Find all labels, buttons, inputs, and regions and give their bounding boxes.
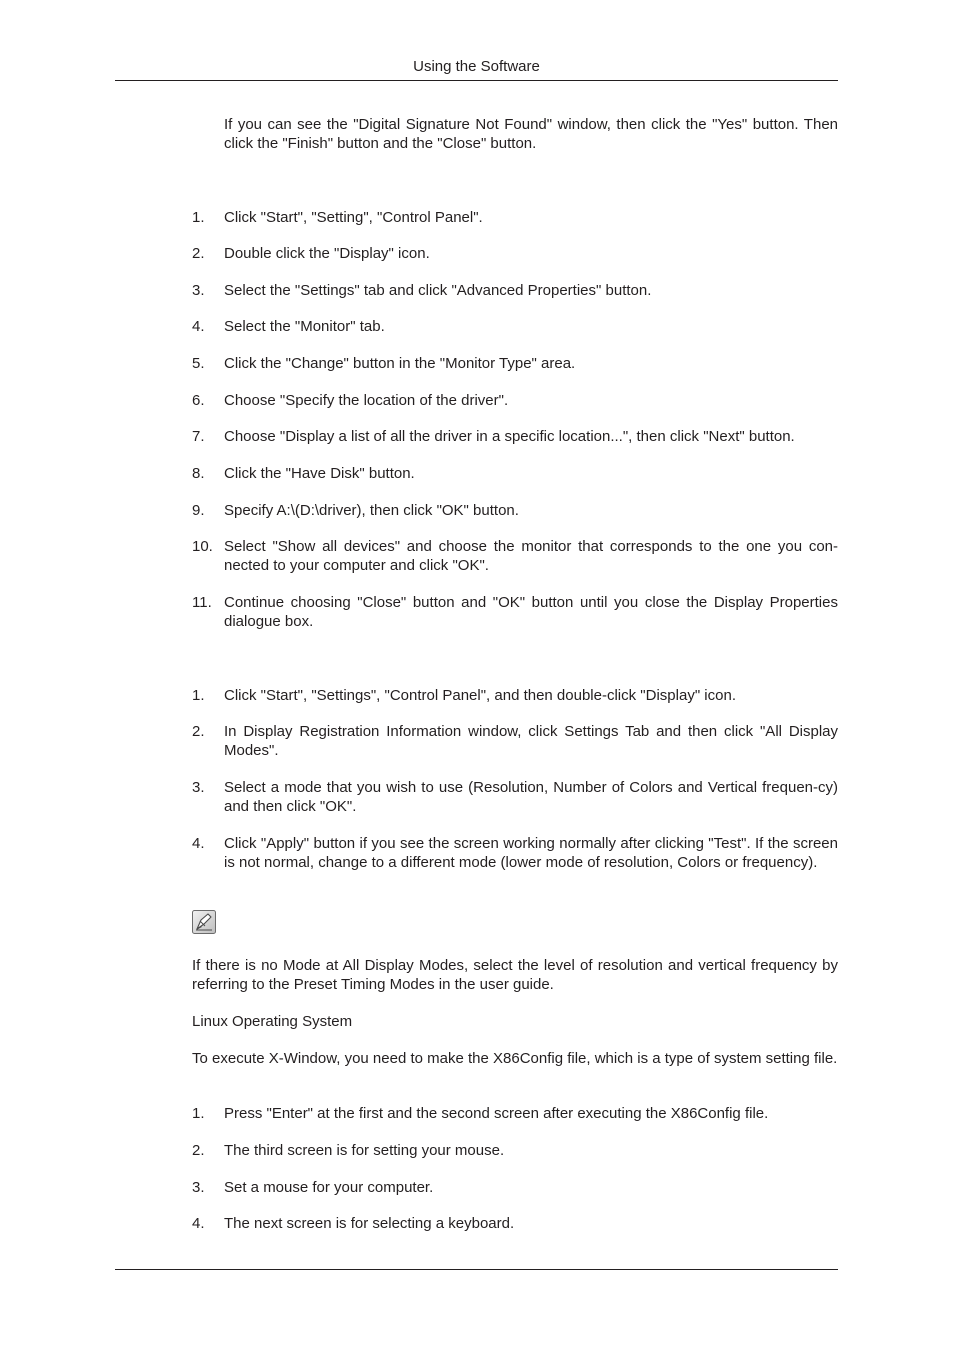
intro-paragraph: If you can see the "Digital Signature Not Found" window, then click the "Yes" button. Then click the "Finish" button and the "Close" button. [224, 116, 838, 152]
linux-heading: Linux Operating System [192, 1013, 353, 1030]
header-title: Using the Software [413, 58, 540, 75]
list-item: 4. The next screen is for selecting a keyboard. [192, 1215, 515, 1232]
list-item: 10. Select "Show all devices" and choose the monitor that corresponds to the one you con-nected to your computer and click "OK". [192, 538, 838, 574]
list-item: 4. Select the "Monitor" tab. [192, 318, 385, 335]
list-item: 1. Press "Enter" at the first and the second screen after executing the X86Config file. [192, 1105, 769, 1122]
list-item: 11. Continue choosing "Close" button and "OK" button until you close the Display Properties dialogue box. [192, 594, 838, 630]
list-item: 2. The third screen is for setting your mouse. [192, 1142, 505, 1159]
list-item: 9. Specify A:\(D:\driver), then click "OK" button. [192, 502, 519, 519]
list-item: 6. Choose "Specify the location of the driver". [192, 392, 509, 409]
list-item: 3. Set a mouse for your computer. [192, 1179, 434, 1196]
list-item: 5. Click the "Change" button in the "Monitor Type" area. [192, 355, 576, 372]
list-item: 2. In Display Registration Information window, click Settings Tab and then click "All Display Modes". [192, 723, 838, 759]
list-item: 4. Click "Apply" button if you see the screen working normally after clicking "Test". If the screen is not normal, change to a different mode (lower mode of resolution, Colors or frequency). [192, 835, 838, 871]
list-item: 3. Select the "Settings" tab and click "Advanced Properties" button. [192, 282, 652, 299]
linux-intro: To execute X-Window, you need to make the X86Config file, which is a type of system setting file. [192, 1050, 838, 1067]
list-item: 7. Choose "Display a list of all the driver in a specific location...", then click "Next" button. [192, 428, 795, 445]
note-icon [192, 910, 216, 934]
list-item: 8. Click the "Have Disk" button. [192, 465, 415, 482]
list-item: 1. Click "Start", "Settings", "Control Panel", and then double-click "Display" icon. [192, 687, 736, 704]
list-item: 2. Double click the "Display" icon. [192, 245, 430, 262]
footer-divider [115, 1269, 838, 1270]
note-text: If there is no Mode at All Display Modes, select the level of resolution and vertical frequency by referring to the Preset Timing Modes in the user guide. [192, 957, 838, 993]
list-item: 3. Select a mode that you wish to use (Resolution, Number of Colors and Vertical frequen-cy) and then click "OK". [192, 779, 838, 815]
list-item: 1. Click "Start", "Setting", "Control Panel". [192, 209, 483, 226]
header-divider [115, 80, 838, 81]
